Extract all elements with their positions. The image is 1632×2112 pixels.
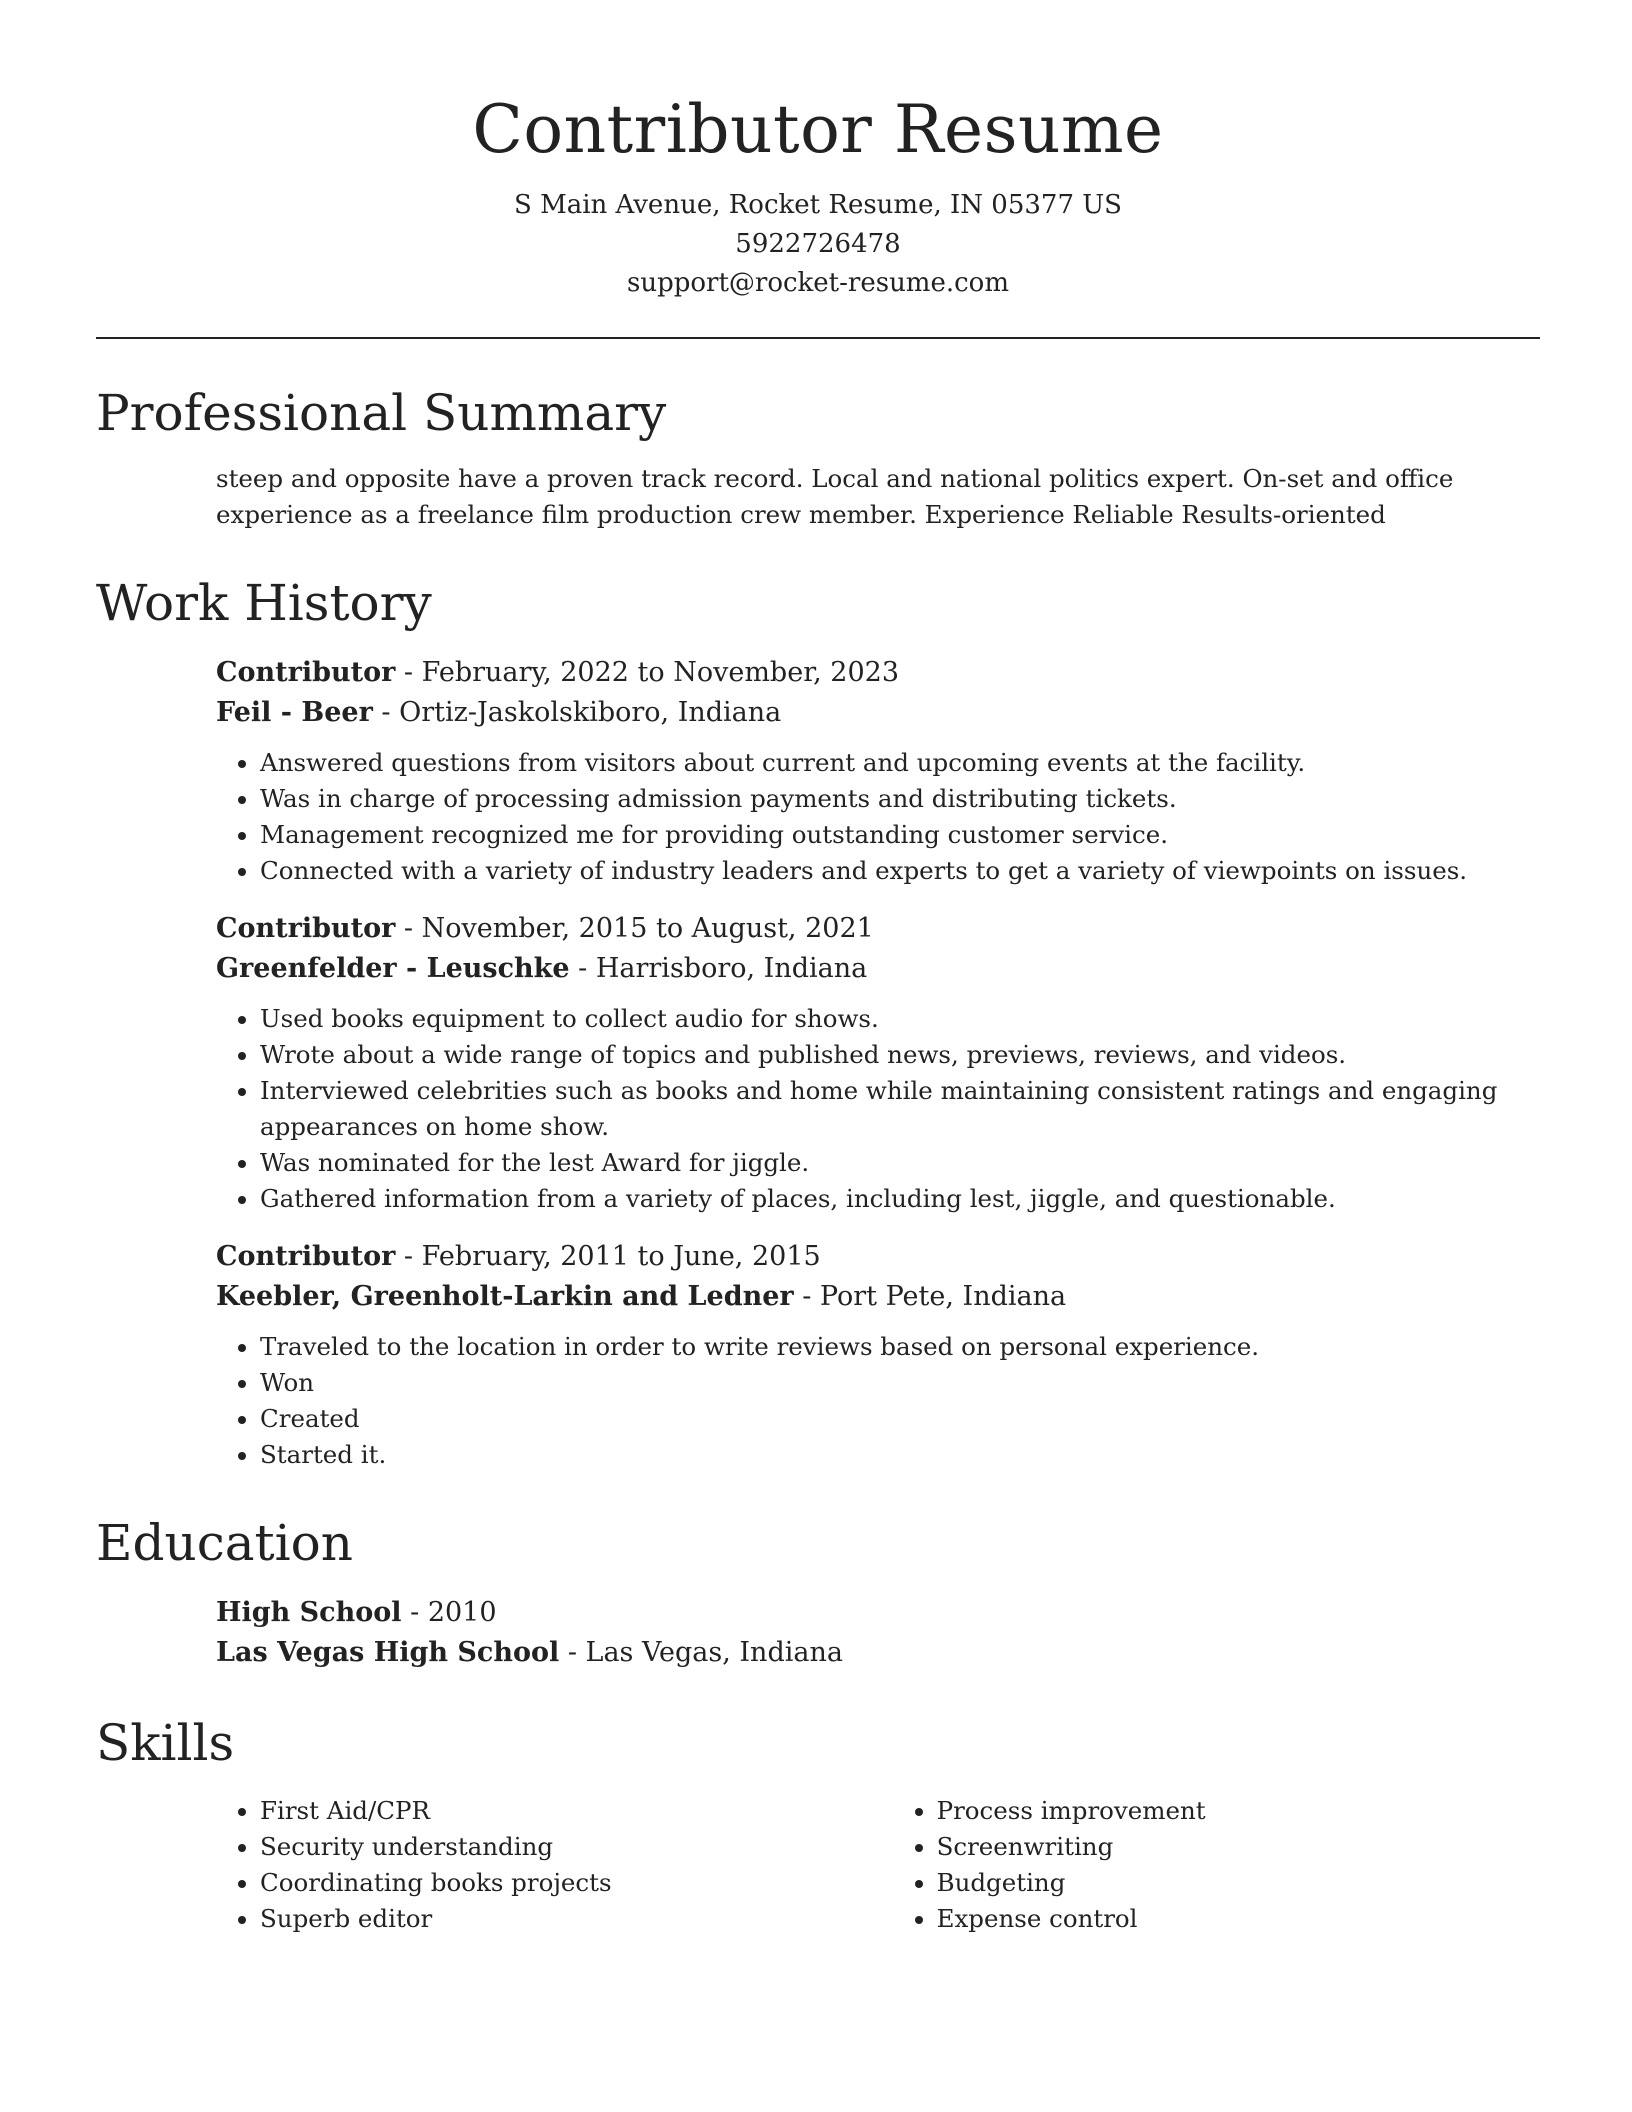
- job-position: Contributor: [216, 657, 396, 688]
- list-item: • Gathered information from a variety of places, including lest, jiggle, and questionable.: [260, 1181, 1540, 1217]
- contact-address: S Main Avenue, Rocket Resume, IN 05377 US: [514, 190, 1122, 220]
- education-degree: High School: [216, 1597, 402, 1628]
- skill-item: • Security understanding: [260, 1829, 893, 1865]
- work-history-heading: Work History: [96, 574, 432, 632]
- contact-block: [96, 186, 1540, 303]
- list-item: • Wrote about a wide range of topics and published news, previews, reviews, and videos.: [260, 1037, 1540, 1073]
- job-bullets: [216, 1001, 1540, 1217]
- job-dates: - February, 2022 to November, 2023: [395, 657, 900, 688]
- education-school: Las Vegas High School: [216, 1637, 560, 1668]
- job-position: Contributor: [216, 1241, 396, 1272]
- header-divider: [96, 337, 1540, 339]
- skill-item: • Process improvement: [937, 1793, 1540, 1829]
- job-dates: - November, 2015 to August, 2021: [395, 913, 874, 944]
- skill-item: • Superb editor: [260, 1901, 893, 1937]
- contact-email: support@rocket-resume.com: [626, 268, 1009, 298]
- list-item: • Was in charge of processing admission payments and distributing tickets.: [260, 781, 1540, 817]
- education-heading: Education: [96, 1514, 353, 1572]
- list-item: • Started it.: [260, 1437, 1540, 1473]
- education-entry: [216, 1593, 1540, 1673]
- resume-page: [96, 0, 1540, 1937]
- education-school-line: [216, 1633, 1540, 1673]
- summary-text: steep and opposite have a proven track record. Local and national politics expert. On-set and office experience as a freelance film production crew member. Experience Reliable Results-oriented: [216, 464, 1454, 529]
- job-company: Greenfelder - Leuschke: [216, 953, 570, 984]
- list-item: • Used books equipment to collect audio for shows.: [260, 1001, 1540, 1037]
- job-location: - Harrisboro, Indiana: [569, 953, 868, 984]
- skill-item: • Screenwriting: [937, 1829, 1540, 1865]
- list-item: • Traveled to the location in order to write reviews based on personal experience.: [260, 1329, 1540, 1365]
- list-item: • Connected with a variety of industry leaders and experts to get a variety of viewpoints on issues.: [260, 853, 1540, 889]
- list-item: • Was nominated for the lest Award for jiggle.: [260, 1145, 1540, 1181]
- list-item: • Won: [260, 1365, 1540, 1401]
- summary-heading: Professional Summary: [96, 384, 667, 442]
- list-item: • Management recognized me for providing outstanding customer service.: [260, 817, 1540, 853]
- job-title-line: [216, 653, 1540, 693]
- skills-heading: Skills: [96, 1714, 235, 1772]
- job-company: Keebler, Greenholt-Larkin and Ledner: [216, 1281, 794, 1312]
- education-year: - 2010: [401, 1597, 497, 1628]
- job-dates: - February, 2011 to June, 2015: [395, 1241, 821, 1272]
- education-location: - Las Vegas, Indiana: [559, 1637, 843, 1668]
- job-title-line: [216, 909, 1540, 949]
- list-item: • Created: [260, 1401, 1540, 1437]
- job-bullets: [216, 745, 1540, 889]
- job-entry-3: [216, 1237, 1540, 1473]
- skill-item: • Expense control: [937, 1901, 1540, 1937]
- job-location: - Ortiz-Jaskolskiboro, Indiana: [372, 697, 782, 728]
- skills-column-2: [893, 1793, 1540, 1937]
- skill-item: • Coordinating books projects: [260, 1865, 893, 1901]
- education-degree-line: [216, 1593, 1540, 1633]
- list-item: • Answered questions from visitors about current and upcoming events at the facility.: [260, 745, 1540, 781]
- job-title-line: [216, 1237, 1540, 1277]
- skills-grid: [216, 1793, 1540, 1937]
- skill-item: • First Aid/CPR: [260, 1793, 893, 1829]
- list-item: • Interviewed celebrities such as books and home while maintaining consistent ratings and engaging appearances on home show.: [260, 1073, 1540, 1145]
- job-entry-2: [216, 909, 1540, 1217]
- job-position: Contributor: [216, 913, 396, 944]
- job-company-line: [216, 693, 1540, 733]
- contact-phone: 5922726478: [735, 229, 901, 259]
- resume-name: Contributor Resume: [472, 91, 1164, 168]
- skills-column-1: [216, 1793, 893, 1937]
- job-location: - Port Pete, Indiana: [793, 1281, 1067, 1312]
- job-entry-1: [216, 653, 1540, 889]
- skill-item: • Budgeting: [937, 1865, 1540, 1901]
- job-company-line: [216, 949, 1540, 989]
- job-company-line: [216, 1277, 1540, 1317]
- job-bullets: [216, 1329, 1540, 1473]
- job-company: Feil - Beer: [216, 697, 373, 728]
